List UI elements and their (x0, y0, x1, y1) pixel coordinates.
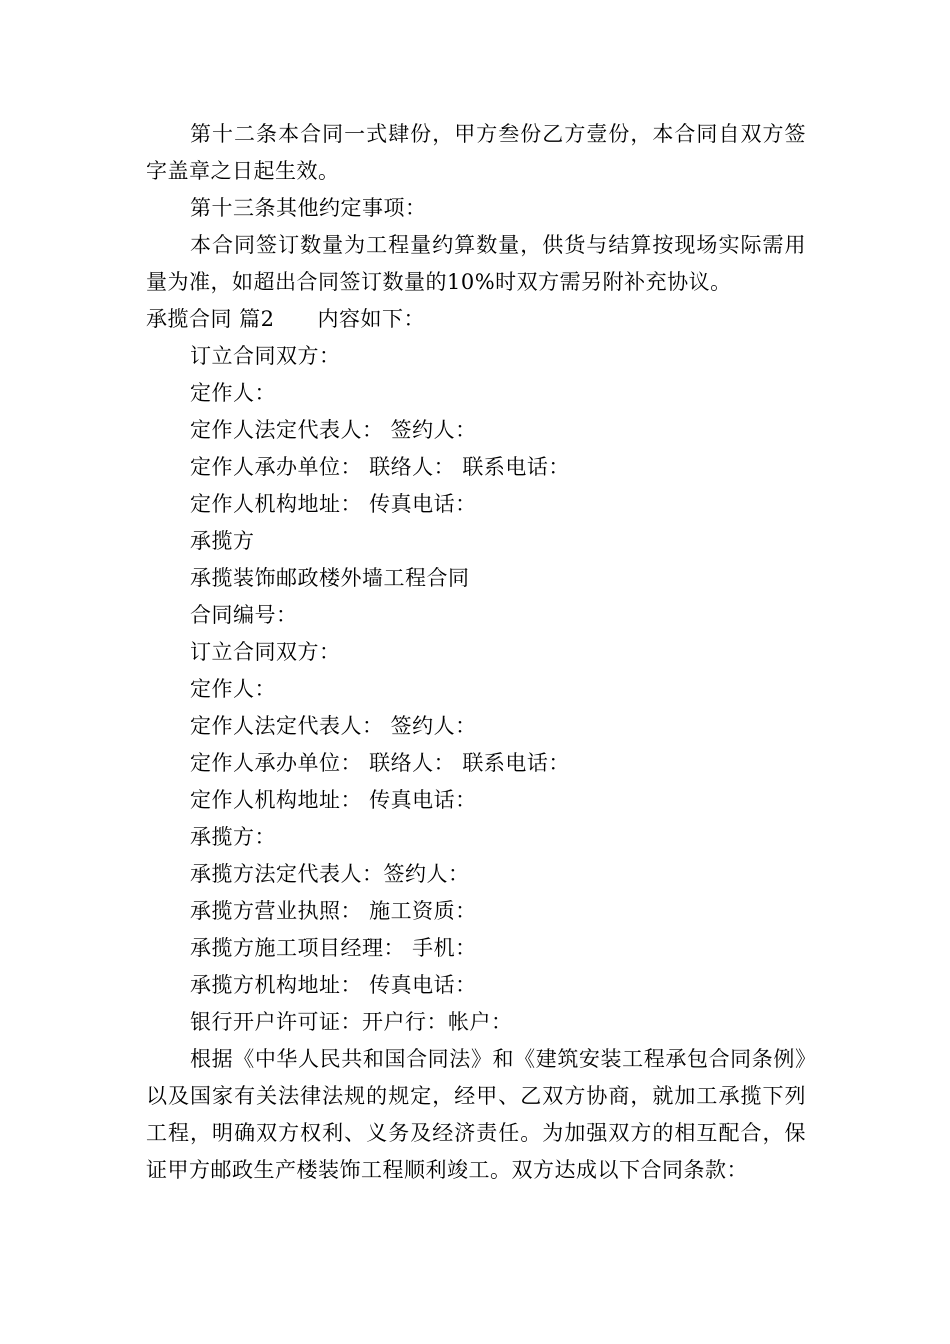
ordering-party-address-line: 定作人机构地址： 传真电话： (190, 492, 477, 516)
clause-13-paragraph: 第十三条其他约定事项： (190, 196, 427, 220)
ordering-party-unit-line-2: 定作人承办单位： 联络人： 联系电话： (190, 751, 570, 775)
contractor-manager-line: 承揽方施工项目经理： 手机： (190, 936, 477, 960)
contractor-line: 承揽方 (190, 529, 255, 553)
document-body (146, 116, 806, 1189)
contractor-address-line: 承揽方机构地址： 传真电话： (190, 973, 477, 997)
legal-basis-paragraph: 根据《中华人民共和国合同法》和《建筑安装工程承包合同条例》以及国家有关法律法规的规定，经甲、乙双方协商，就加工承揽下列工程，明确双方权利、义务及经济责任。为加强双方的相互配合，保证甲方邮政生产楼装饰工程顺利竣工。双方达成以下合同条款： (146, 1047, 806, 1182)
ordering-party-representative-line: 定作人法定代表人： 签约人： (190, 418, 477, 442)
ordering-party-representative-line-2: 定作人法定代表人： 签约人： (190, 714, 477, 738)
parties-line-2: 订立合同双方： (190, 640, 341, 664)
contractor-representative-line: 承揽方法定代表人：签约人： (190, 862, 470, 886)
bank-account-line: 银行开户许可证：开户行：帐户： (190, 1010, 513, 1034)
clause-12-paragraph: 第十二条本合同一式肆份，甲方叁份乙方壹份，本合同自双方签字盖章之日起生效。 (146, 122, 806, 183)
contract-number-line: 合同编号： (190, 603, 298, 627)
section-heading: 承揽合同 篇2 内容如下： (146, 307, 426, 331)
ordering-party-line-2: 定作人： (190, 677, 276, 701)
contract-title-line: 承揽装饰邮政楼外墙工程合同 (190, 566, 470, 590)
quantity-note-paragraph: 本合同签订数量为工程量约算数量，供货与结算按现场实际需用量为准，如超出合同签订数量的10%时双方需另附补充协议。 (146, 233, 806, 294)
parties-line: 订立合同双方： (190, 344, 341, 368)
ordering-party-address-line-2: 定作人机构地址： 传真电话： (190, 788, 477, 812)
ordering-party-unit-line: 定作人承办单位： 联络人： 联系电话： (190, 455, 570, 479)
contractor-license-line: 承揽方营业执照： 施工资质： (190, 899, 477, 923)
ordering-party-line: 定作人： (190, 381, 276, 405)
contractor-line-2: 承揽方： (190, 825, 276, 849)
